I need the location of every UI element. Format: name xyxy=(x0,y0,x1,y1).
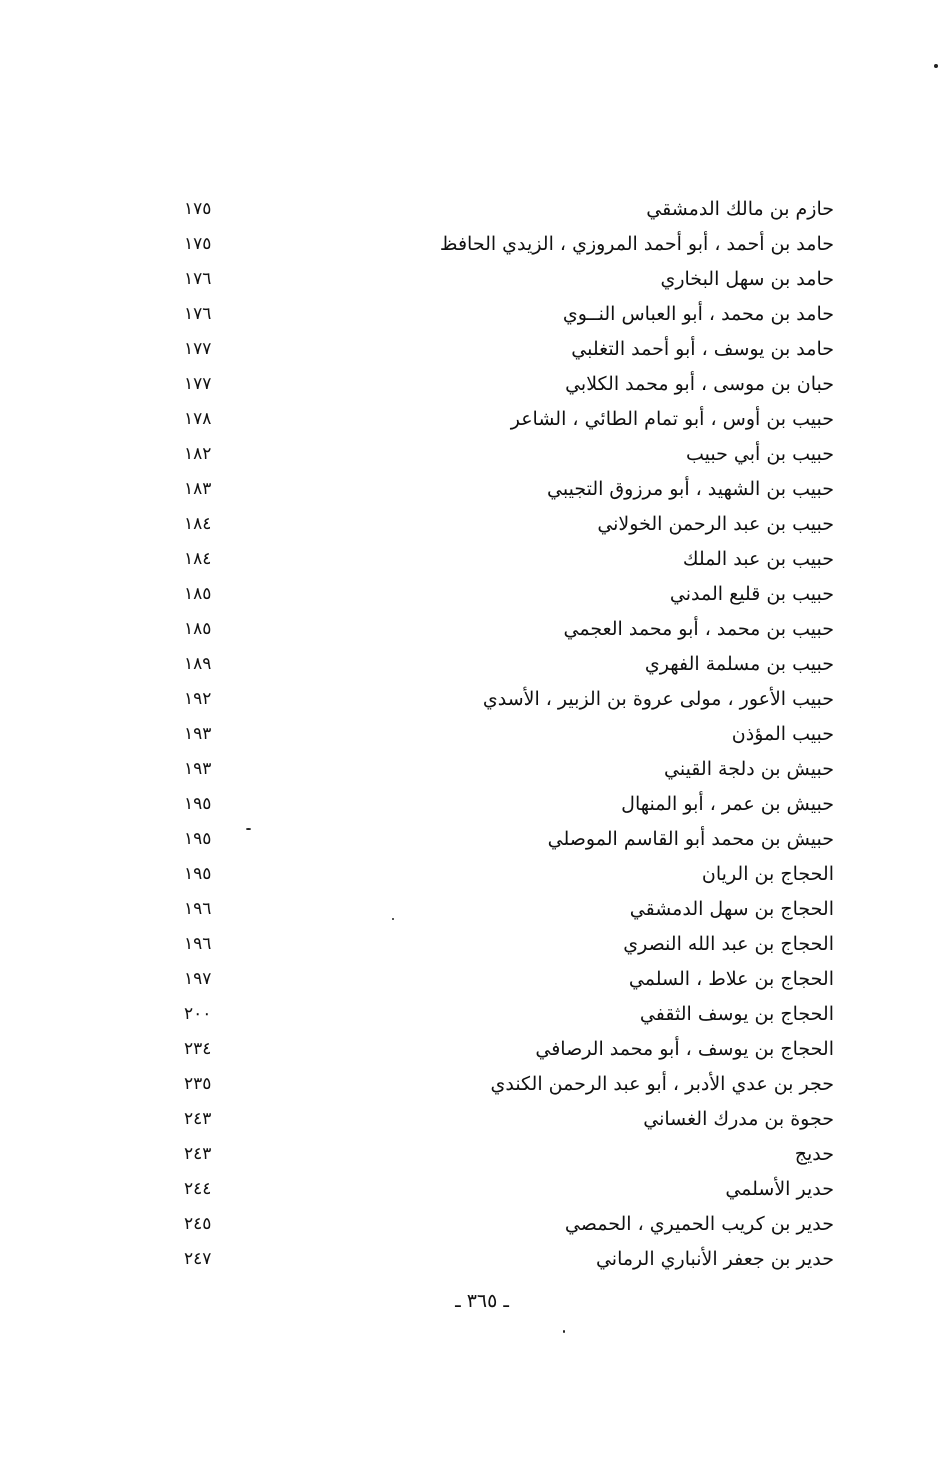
entry-name: الحجاج بن يوسف ، أبو محمد الرصافي xyxy=(535,1038,834,1060)
entry-name: حازم بن مالك الدمشقي xyxy=(646,198,834,220)
entry-name: الحجاج بن الريان xyxy=(701,863,834,885)
entry-page-number: ١٨٥ xyxy=(184,619,212,639)
entry-name: حجر بن عدي الأدبر ، أبو عبد الرحمن الكندي xyxy=(490,1073,834,1095)
entry-page-number: ١٧٧ xyxy=(184,339,212,359)
entry-name: حدير بن كريب الحميري ، الحمصي xyxy=(564,1213,834,1235)
entry-name: الحجاج بن عبد الله النصري xyxy=(623,933,834,955)
entry-name: حبيب بن محمد ، أبو محمد العجمي xyxy=(563,618,834,640)
entry-name: حبيب بن عبد الرحمن الخولاني xyxy=(597,513,834,535)
entry-page-number: ١٨٣ xyxy=(184,479,212,499)
index-entry xyxy=(170,612,834,647)
index-entry xyxy=(170,752,834,787)
entry-name: حامد بن سهل البخاري xyxy=(660,268,834,290)
entry-name: حبيش بن دلجة القيني xyxy=(664,758,834,780)
entry-name: حدير الأسلمي xyxy=(725,1178,834,1200)
entry-page-number: ١٩٣ xyxy=(184,724,212,744)
entry-name: الحجاج بن يوسف الثقفي xyxy=(639,1003,834,1025)
index-entry xyxy=(170,402,834,437)
scan-speck xyxy=(563,1330,565,1333)
index-entry xyxy=(170,1242,834,1277)
entry-name: الحجاج بن علاط ، السلمي xyxy=(628,968,834,990)
entry-page-number: ٢٤٤ xyxy=(184,1179,212,1199)
index-entry xyxy=(170,332,834,367)
entry-name: حجوة بن مدرك الغساني xyxy=(643,1108,834,1130)
entry-name: حامد بن محمد ، أبو العباس النــوي xyxy=(562,303,834,325)
index-entry xyxy=(170,1137,834,1172)
entry-page-number: ١٩٧ xyxy=(184,969,212,989)
index-entry xyxy=(170,577,834,612)
entry-page-number: ١٩٥ xyxy=(184,794,212,814)
entry-page-number: ٢٤٧ xyxy=(184,1249,212,1269)
entry-name: حبيب بن عبد الملك xyxy=(682,548,834,570)
page-folio-number: ـ ٣٦٥ ـ xyxy=(455,1290,509,1312)
entry-page-number: ١٨٢ xyxy=(184,444,212,464)
index-entry xyxy=(170,262,834,297)
entry-name: حامد بن يوسف ، أبو أحمد التغلبي xyxy=(571,338,834,360)
entry-name: الحجاج بن سهل الدمشقي xyxy=(629,898,834,920)
entry-page-number: ١٩٢ xyxy=(184,689,212,709)
index-entry xyxy=(170,857,834,892)
entry-page-number: ٢٤٣ xyxy=(184,1109,212,1129)
index-entry xyxy=(170,682,834,717)
entry-page-number: ١٧٨ xyxy=(184,409,212,429)
index-entry xyxy=(170,437,834,472)
index-entry xyxy=(170,927,834,962)
entry-name: حبيش بن عمر ، أبو المنهال xyxy=(621,793,834,815)
entry-page-number: ٢٤٣ xyxy=(184,1144,212,1164)
entry-name: حديج xyxy=(794,1143,834,1165)
entry-page-number: ١٧٦ xyxy=(184,304,212,324)
entry-page-number: ١٧٥ xyxy=(184,199,212,219)
index-entry xyxy=(170,1102,834,1137)
entry-page-number: ١٨٤ xyxy=(184,549,212,569)
index-entry xyxy=(170,1172,834,1207)
entry-page-number: ٢٠٠ xyxy=(184,1004,212,1024)
entry-name: حبان بن موسى ، أبو محمد الكلابي xyxy=(565,373,834,395)
scan-speck xyxy=(934,64,938,68)
entry-name: حبيب المؤذن xyxy=(731,723,834,745)
entry-page-number: ١٧٥ xyxy=(184,234,212,254)
entry-page-number: ٢٣٥ xyxy=(184,1074,212,1094)
entry-name: حبيب بن أوس ، أبو تمام الطائي ، الشاعر xyxy=(510,408,834,430)
index-entry xyxy=(170,892,834,927)
index-entry xyxy=(170,1032,834,1067)
index-entry xyxy=(170,787,834,822)
entry-page-number: ١٨٤ xyxy=(184,514,212,534)
entry-page-number: ١٩٦ xyxy=(184,899,212,919)
index-entry xyxy=(170,192,834,227)
index-entry xyxy=(170,542,834,577)
index-entry xyxy=(170,367,834,402)
entry-name: حبيب بن الشهيد ، أبو مرزوق التجيبي xyxy=(547,478,834,500)
entry-name: حبيب الأعور ، مولى عروة بن الزبير ، الأسدي xyxy=(482,688,834,710)
entry-page-number: ١٧٦ xyxy=(184,269,212,289)
index-entry xyxy=(170,962,834,997)
index-entry xyxy=(170,647,834,682)
entry-page-number: ٢٤٥ xyxy=(184,1214,212,1234)
index-entry-list xyxy=(170,192,834,1277)
entry-page-number: ١٩٦ xyxy=(184,934,212,954)
entry-page-number: ١٨٩ xyxy=(184,654,212,674)
entry-page-number: ٢٣٤ xyxy=(184,1039,212,1059)
entry-page-number: ١٨٥ xyxy=(184,584,212,604)
entry-page-number: ١٩٣ xyxy=(184,759,212,779)
entry-name: حامد بن أحمد ، أبو أحمد المروزي ، الزيدي الحافظ xyxy=(439,233,834,255)
index-entry xyxy=(170,297,834,332)
index-entry xyxy=(170,1207,834,1242)
entry-name: حبيب بن أبي حبيب xyxy=(685,443,834,465)
index-entry xyxy=(170,997,834,1032)
index-entry xyxy=(170,472,834,507)
entry-name: حدير بن جعفر الأنباري الرماني xyxy=(595,1248,834,1270)
entry-name: حبيب بن قليع المدني xyxy=(669,583,834,605)
entry-page-number: ١٧٧ xyxy=(184,374,212,394)
entry-name: حبيب بن مسلمة الفهري xyxy=(644,653,834,675)
entry-page-number: ١٩٥ xyxy=(184,864,212,884)
entry-name: حبيش بن محمد أبو القاسم الموصلي xyxy=(547,828,834,850)
index-entry xyxy=(170,227,834,262)
index-entry xyxy=(170,507,834,542)
entry-page-number: ١٩٥ xyxy=(184,829,212,849)
index-entry xyxy=(170,822,834,857)
index-entry xyxy=(170,717,834,752)
index-entry xyxy=(170,1067,834,1102)
